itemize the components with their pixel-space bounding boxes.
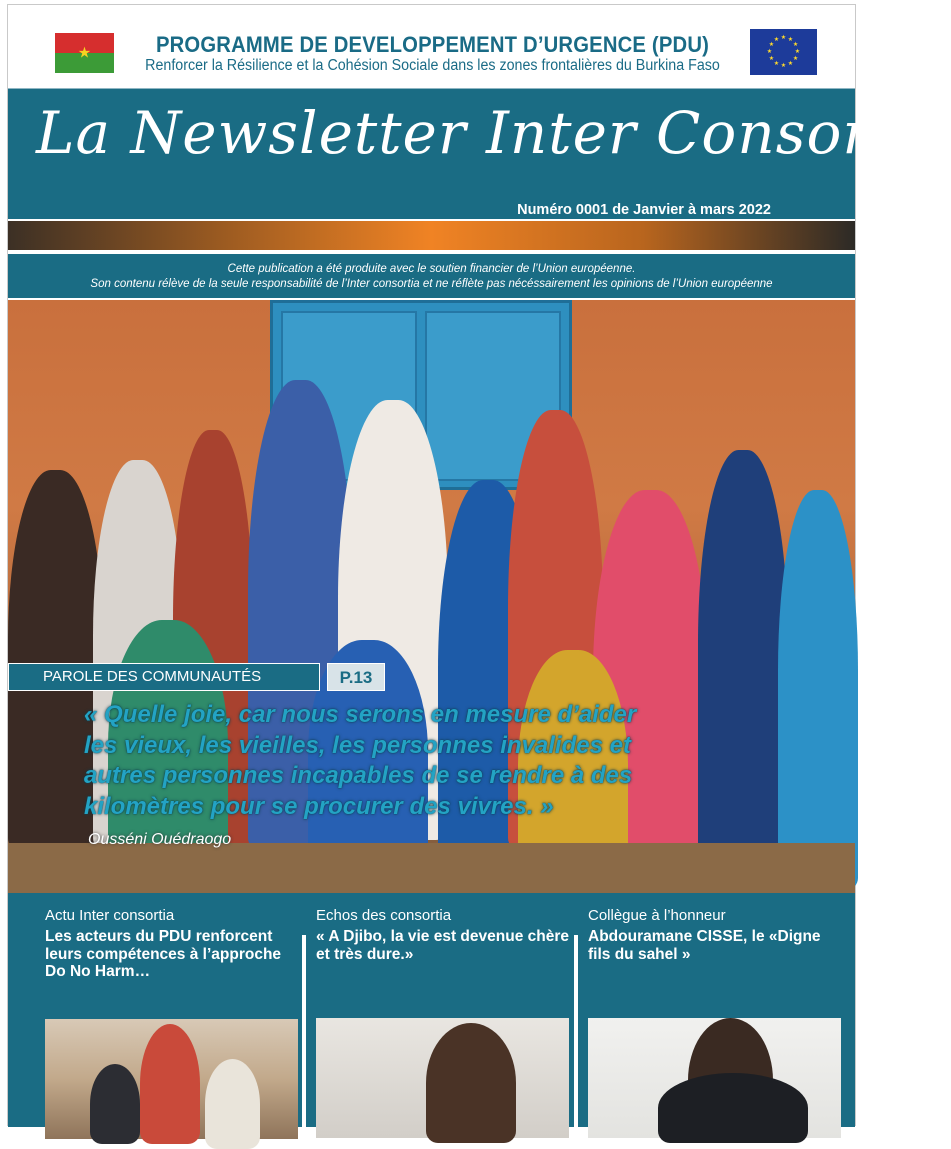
eu-star-icon: ★: [768, 42, 775, 48]
eu-star-icon: ★: [787, 36, 794, 43]
eu-star-icon: ★: [780, 35, 787, 41]
program-subtitle: Renforcer la Résilience et la Cohésion Sociale dans les zones frontalières du Burkina Faso: [145, 57, 720, 74]
decorative-gradient-bar: [8, 219, 855, 252]
issue-number: Numéro 0001 de Janvier à mars 2022: [517, 202, 771, 218]
community-quote: « Quelle joie, car nous serons en mesure d’aider les vieux, les vieilles, les personnes invalides et autres personnes incapables de se rendre à des kilomètres pour se procurer des vivres. »: [84, 701, 637, 820]
page-reference[interactable]: P.13: [327, 663, 385, 691]
column-headline[interactable]: « A Djibo, la vie est devenue chère et très dure.»: [316, 928, 569, 963]
column-label: Actu Inter consortia: [45, 907, 175, 924]
eu-star-icon: ★: [780, 63, 787, 69]
portrait-photo: [588, 1018, 841, 1138]
newsletter-title: La Newsletter Inter Consortia: [36, 99, 951, 167]
crowd-of-people: [8, 420, 855, 900]
eu-star-icon: ★: [792, 56, 799, 62]
eu-star-icon: ★: [773, 61, 780, 68]
article-columns: [8, 893, 855, 1127]
european-union-flag-icon: [750, 29, 817, 75]
eu-star-icon: ★: [787, 61, 794, 68]
column-label: Collègue à l’honneur: [588, 907, 726, 924]
eu-star-icon: ★: [794, 49, 801, 55]
newsletter-page: [7, 4, 951, 1126]
disclaimer: [8, 254, 855, 298]
disclaimer-line-2: Son contenu rélève de la seule responsabilité de l’Inter consortia et ne réflète pas nécéssairement les opinions de l’Union européenne: [90, 278, 773, 290]
eu-star-icon: ★: [768, 56, 775, 62]
newsletter-banner: [8, 88, 951, 221]
column-actu[interactable]: [35, 907, 300, 1127]
ground: [8, 843, 855, 893]
header: [8, 5, 855, 87]
column-headline[interactable]: Abdouramane CISSE, le «Digne fils du sahel »: [588, 928, 821, 963]
interview-photo: [316, 1018, 569, 1138]
column-collegue[interactable]: [578, 907, 843, 1127]
training-photo: [45, 1019, 298, 1139]
quote-author: Ousséni Ouédraogo: [88, 831, 232, 848]
eu-star-icon: ★: [792, 42, 799, 48]
eu-star-icon: ★: [766, 49, 773, 55]
eu-star-icon: ★: [773, 36, 780, 43]
section-label: PAROLE DES COMMUNAUTÉS: [8, 663, 320, 691]
column-echos[interactable]: [306, 907, 571, 1127]
program-title: PROGRAMME DE DEVELOPPEMENT D’URGENCE (PDU): [155, 32, 710, 57]
burkina-faso-flag-icon: ★: [55, 33, 114, 73]
disclaimer-line-1: Cette publication a été produite avec le soutien financier de l’Union européenne.: [227, 263, 636, 275]
column-label: Echos des consortia: [316, 907, 452, 924]
column-headline[interactable]: Les acteurs du PDU renforcent leurs compétences à l’approche Do No Harm…: [45, 928, 282, 980]
